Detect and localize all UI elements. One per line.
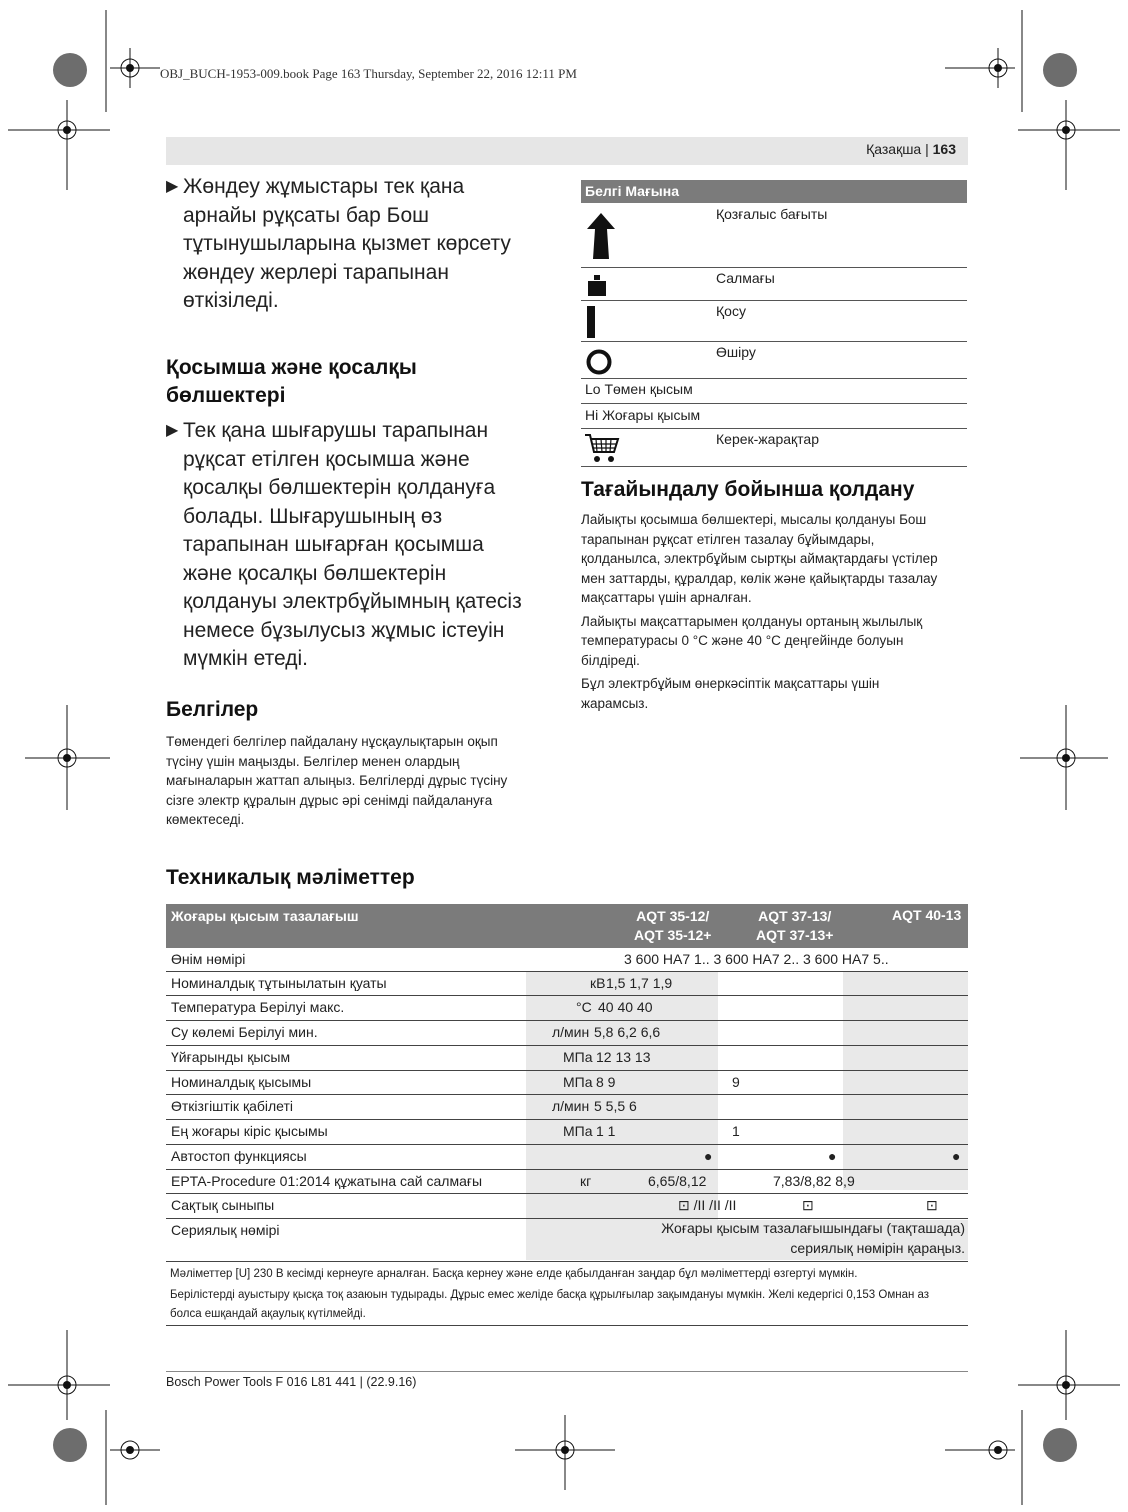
table-row: Номиналдық қысымы МПа 8 9 9 bbox=[166, 1071, 968, 1095]
model-col-3: AQT 40-13 bbox=[892, 907, 962, 923]
symbol-row: Қосу bbox=[581, 301, 967, 342]
accessories-heading: Қосымша және қосалқы бөлшектері bbox=[166, 356, 417, 407]
footer: Bosch Power Tools F 016 L81 441 | (22.9.16) bbox=[166, 1375, 417, 1389]
intended-use-heading: Тағайындалу бойынша қолдану bbox=[581, 478, 915, 501]
note-voltage: Мәліметтер [U] 230 В кесімді кернеуге арналған. Басқа кернеу және елде қабылданған заңдар бұл мәліметтерді өзгертуі мүмкін. bbox=[170, 1268, 858, 1280]
symbols-text: Төмендегі белгілер пайдалану нұсқаулықтарын оқып түсіну үшін маңызды. Белгілер менен олардың мағыналарын жаттап алыңыз. Белгілерді дұрыс түсіну сізге электр құралын дұрыс әрі сенімді пайдалануға көмектеседі. bbox=[166, 734, 508, 827]
page-header-bar bbox=[166, 137, 968, 165]
table-row: Су көлемі Берілуі мин. л/мин 5,8 6,2 6,6 bbox=[166, 1021, 968, 1046]
tech-data-heading: Техникалық мәліметтер bbox=[166, 866, 415, 889]
header-lang: Қазақша bbox=[866, 141, 922, 157]
symbol-row: Қозғалыс бағыты bbox=[581, 203, 967, 268]
off-icon bbox=[585, 348, 613, 376]
model-col-1: AQT 35-12/ AQT 35-12+ bbox=[634, 908, 712, 943]
autostop-dot: ● bbox=[952, 1148, 961, 1164]
table-row: Температура Берілуі макс. °C 40 40 40 bbox=[166, 996, 968, 1021]
table-row: Номиналдық тұтынылатын қуаты кВ 1,5 1,7 1,9 bbox=[166, 972, 968, 996]
table-row: Сақтық сыныпы ⊡ /II /II /II ⊡ ⊡ bbox=[166, 1194, 968, 1219]
repair-bullet: ▶ Жөндеу жұмыстары тек қана арнайы рұқсаты бар Бош тұтынушыларына қызмет көрсету жөндеу жерлері тарапынан өткізіледі. bbox=[166, 173, 556, 316]
weight-icon bbox=[586, 275, 608, 297]
cart-icon bbox=[584, 432, 620, 464]
tech-notes bbox=[170, 1265, 970, 1324]
table-row: Ең жоғары кіріс қысымы МПа 1 1 1 bbox=[166, 1120, 968, 1145]
tech-table-header: Жоғары қысым тазалағыш AQT 35-12/ AQT 35-12+ AQT 37-13/ AQT 37-13+ AQT 40-13 bbox=[166, 904, 968, 948]
protection-class: ⊡ /II /II /II bbox=[678, 1197, 737, 1213]
note-switching-a: Берілістерді ауыстыру қысқа тоқ азаюын тудырады. Дұрыс емес желіде басқа құрылғылар зақымдануы мүмкін. Желі кедергісі 0,153 Омнан аз bbox=[170, 1289, 930, 1301]
protection-class: ⊡ bbox=[926, 1197, 938, 1213]
symbols-heading: Белгілер bbox=[166, 698, 259, 721]
print-header: OBJ_BUCH-1953-009.book Page 163 Thursday, September 22, 2016 12:11 PM bbox=[160, 66, 577, 81]
page-header: Қазақша | 163 bbox=[866, 141, 956, 157]
table-row: Автостоп функциясы ● ● ● bbox=[166, 1145, 968, 1170]
bullet-icon: ▶ bbox=[166, 422, 179, 439]
table-row: Өнім нөмірі 3 600 HA7 1.. 3 600 HA7 2.. 3 600 HA7 5.. bbox=[166, 948, 968, 972]
footer-rule bbox=[166, 1371, 968, 1372]
page-number: 163 bbox=[932, 141, 956, 157]
intended-use-text bbox=[581, 510, 971, 713]
accessories-bullet: ▶ Тек қана шығарушы тарапынан рұқсат етілген қосымша және қосалқы бөлшектерін қолдануға болады. Шығарушының өз тарапынан шығарған қосымша және қосалқы бөлшектерін қолдануы электрбұйымның қатесіз немесе бұзылусыз жұмыс істеуін мүмкін етеді. bbox=[166, 417, 561, 674]
intended-use-p2: Лайықты мақсаттарымен қолдануы ортаның жылылық температурасы 0 °C және 40 °C деңгейінде болуын білдіреді. bbox=[581, 613, 923, 668]
note-switching-b: болса ешқандай ақаулық күтілмейді. bbox=[170, 1308, 366, 1320]
symbol-row: Hi Жоғары қысым bbox=[581, 404, 967, 429]
table-row: EPTA-Procedure 01:2014 құжатына сай салмағы кг 6,65/8,12 7,83/8,82 8,9 bbox=[166, 1170, 968, 1194]
protection-class: ⊡ bbox=[802, 1197, 814, 1213]
bullet-icon: ▶ bbox=[166, 178, 179, 195]
symbols-table-header: Белгі Мағына bbox=[581, 180, 967, 203]
notes-bottom-rule bbox=[166, 1325, 968, 1326]
autostop-dot: ● bbox=[828, 1148, 837, 1164]
intended-use-p1: Лайықты қосымша бөлшектері, мысалы қолдануы Бош тарапынан рұқсат етілген тазалау бұйымдары, қолданылса, электрбұйым сыртқы аймақтардағы үстілер мен заттарды, құралдар, көлік және қайықтарды тазалау мақсаттары үшін арналған. bbox=[581, 512, 938, 605]
symbol-row: Lo Төмен қысым bbox=[581, 379, 967, 404]
autostop-dot: ● bbox=[704, 1148, 713, 1164]
symbol-row: Өшіру bbox=[581, 342, 967, 379]
table-row: Сериялық нөмірі Жоғары қысым тазалағышындағы (тақташада) сериялық нөмірін қараңыз. bbox=[166, 1219, 968, 1262]
model-col-2: AQT 37-13/ AQT 37-13+ bbox=[756, 908, 834, 943]
table-row: Өткізгіштік қабілеті л/мин 5 5,5 6 bbox=[166, 1095, 968, 1120]
arrow-up-icon bbox=[586, 213, 616, 259]
intended-use-p3: Бұл электрбұйым өнеркәсіптік мақсаттары үшін жарамсыз. bbox=[581, 676, 880, 711]
on-icon bbox=[586, 306, 598, 338]
symbol-row: Салмағы bbox=[581, 268, 967, 301]
table-row: Үйғарынды қысым МПа 12 13 13 bbox=[166, 1046, 968, 1071]
symbol-row: Керек-жарақтар bbox=[581, 429, 967, 467]
